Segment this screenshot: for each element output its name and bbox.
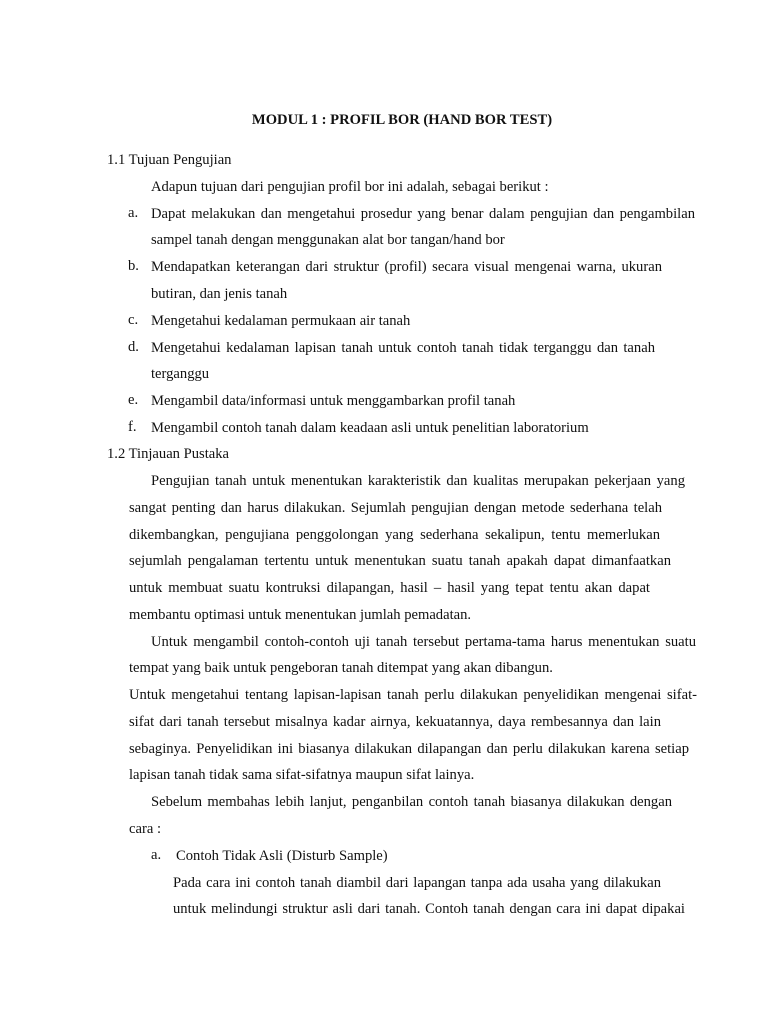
list-item-b-line-1: Mendapatkan keterangan dari struktur (profil) secara visual mengenai warna, ukuran: [151, 259, 662, 275]
section-heading-1-1: 1.1 Tujuan Pengujian: [107, 152, 232, 168]
paragraph-4-line-1: Sebelum membahas lebih lanjut, penganbilan contoh tanah biasanya dilakukan dengan: [151, 794, 672, 810]
paragraph-3-line-2: sifat dari tanah tersebut misalnya kadar airnya, kekuatannya, daya rembesannya dan lain: [129, 714, 661, 730]
list-item-a-line-2: sampel tanah dengan menggunakan alat bor tangan/hand bor: [151, 232, 505, 248]
list-marker-f: f.: [128, 419, 137, 435]
list-item-a-line-1: Dapat melakukan dan mengetahui prosedur yang benar dalam pengujian dan pengambilan: [151, 206, 695, 222]
list-marker-b: b.: [128, 258, 139, 274]
subitem-marker-a: a.: [151, 847, 162, 863]
list-item-d-line-2: terganggu: [151, 366, 210, 382]
paragraph-2-line-1: Untuk mengambil contoh-contoh uji tanah tersebut pertama-tama harus menentukan suatu: [151, 634, 696, 650]
paragraph-1-line-3: dikembangkan, pengujiana penggolongan yang sederhana sekalipun, tentu memerlukan: [129, 527, 660, 543]
list-item-d-line-1: Mengetahui kedalaman lapisan tanah untuk contoh tanah tidak terganggu dan tanah: [151, 340, 655, 356]
list-item-e-line-1: Mengambil data/informasi untuk menggambarkan profil tanah: [151, 393, 516, 409]
paragraph-3-line-1: Untuk mengetahui tentang lapisan-lapisan tanah perlu dilakukan penyelidikan mengenai sifat-: [129, 687, 697, 703]
subitem-line-2: untuk melindungi struktur asli dari tanah. Contoh tanah dengan cara ini dapat dipakai: [173, 901, 685, 917]
paragraph-4-line-2: cara :: [129, 821, 161, 837]
subitem-line-1: Pada cara ini contoh tanah diambil dari lapangan tanpa ada usaha yang dilakukan: [173, 875, 661, 891]
paragraph-2-line-2: tempat yang baik untuk pengeboran tanah ditempat yang akan dibangun.: [129, 660, 553, 676]
paragraph-1-line-5: untuk membuat suatu kontruksi dilapangan, hasil – hasil yang tepat tentu akan dapat: [129, 580, 650, 596]
list-marker-e: e.: [128, 392, 139, 408]
paragraph-1-line-6: membantu optimasi untuk menentukan jumlah pemadatan.: [129, 607, 472, 623]
list-item-b-line-2: butiran, dan jenis tanah: [151, 286, 288, 302]
paragraph-3-line-3: sebaginya. Penyelidikan ini biasanya dilakukan dilapangan dan perlu dilakukan karena setiap: [129, 741, 689, 757]
list-marker-c: c.: [128, 312, 139, 328]
section-intro: Adapun tujuan dari pengujian profil bor ini adalah, sebagai berikut :: [151, 179, 549, 195]
paragraph-1-line-1: Pengujian tanah untuk menentukan karakteristik dan kualitas merupakan pekerjaan yang: [151, 473, 685, 489]
list-marker-a: a.: [128, 205, 139, 221]
list-marker-d: d.: [128, 339, 139, 355]
list-item-f-line-1: Mengambil contoh tanah dalam keadaan asli untuk penelitian laboratorium: [151, 420, 589, 436]
paragraph-1-line-2: sangat penting dan harus dilakukan. Sejumlah pengujian dengan metode sederhana telah: [129, 500, 662, 516]
paragraph-3-line-4: lapisan tanah tidak sama sifat-sifatnya maupun sifat lainya.: [129, 767, 475, 783]
section-heading-1-2: 1.2 Tinjauan Pustaka: [107, 446, 230, 462]
document-title: MODUL 1 : PROFIL BOR (HAND BOR TEST): [251, 112, 553, 128]
subitem-label: Contoh Tidak Asli (Disturb Sample): [176, 848, 388, 864]
list-item-c-line-1: Mengetahui kedalaman permukaan air tanah: [151, 313, 411, 329]
paragraph-1-line-4: sejumlah pengalaman tertentu untuk menentukan suatu tanah apakah dapat dimanfaatkan: [129, 553, 671, 569]
